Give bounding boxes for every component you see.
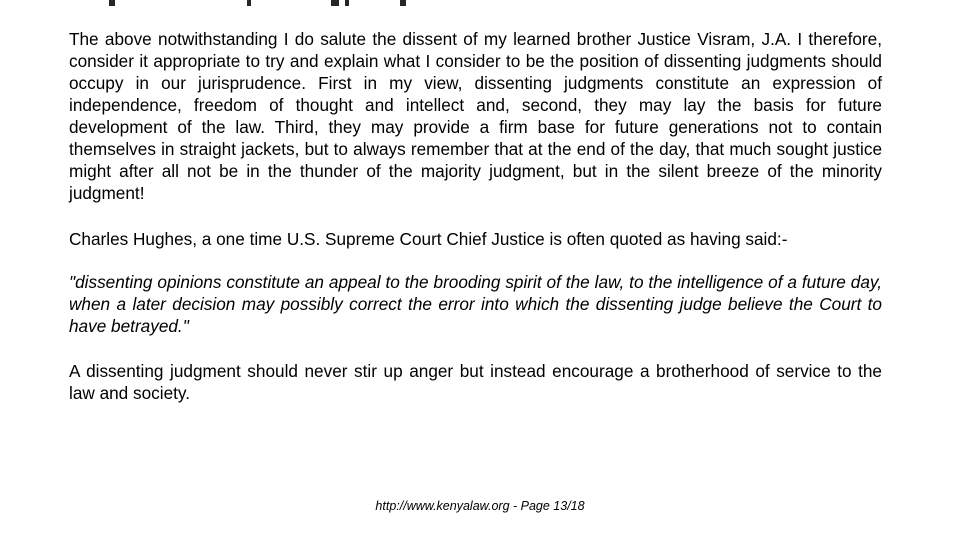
paragraph-dissent-salute: The above notwithstanding I do salute the dissent of my learned brother Justice Visram, J.A. I therefore, consider it appropriate to try and explain what I consider to be the position of dissenting judgments should occupy in our jurisprudence. First in my view, dissenting judgments constitute an expression of independence, freedom of thought and intellect and, second, they may lay the basis for future development of the law. Third, they may provide a firm base for future generations not to contain themselves in straight jackets, but to always remember that at the end of the day, that much sought justice might after all not be in the thunder of the majority judgment, but in the silent breeze of the minority judgment! [69,29,882,203]
cutoff-text-fragment [69,0,882,6]
paragraph-hughes-intro: Charles Hughes, a one time U.S. Supreme Court Chief Justice is often quoted as having said:- [69,229,788,249]
cutoff-previous-line [69,0,882,6]
paragraph-hughes-quote: "dissenting opinions constitute an appeal to the brooding spirit of the law, to the intelligence of a future day, when a later decision may possibly correct the error into which the dissenting judge believe the Court to have betrayed." [69,272,882,336]
page-footer: http://www.kenyalaw.org - Page 13/18 [375,499,585,513]
paragraph-conclusion: A dissenting judgment should never stir up anger but instead encourage a brotherhood of service to the law and society. [69,361,882,403]
